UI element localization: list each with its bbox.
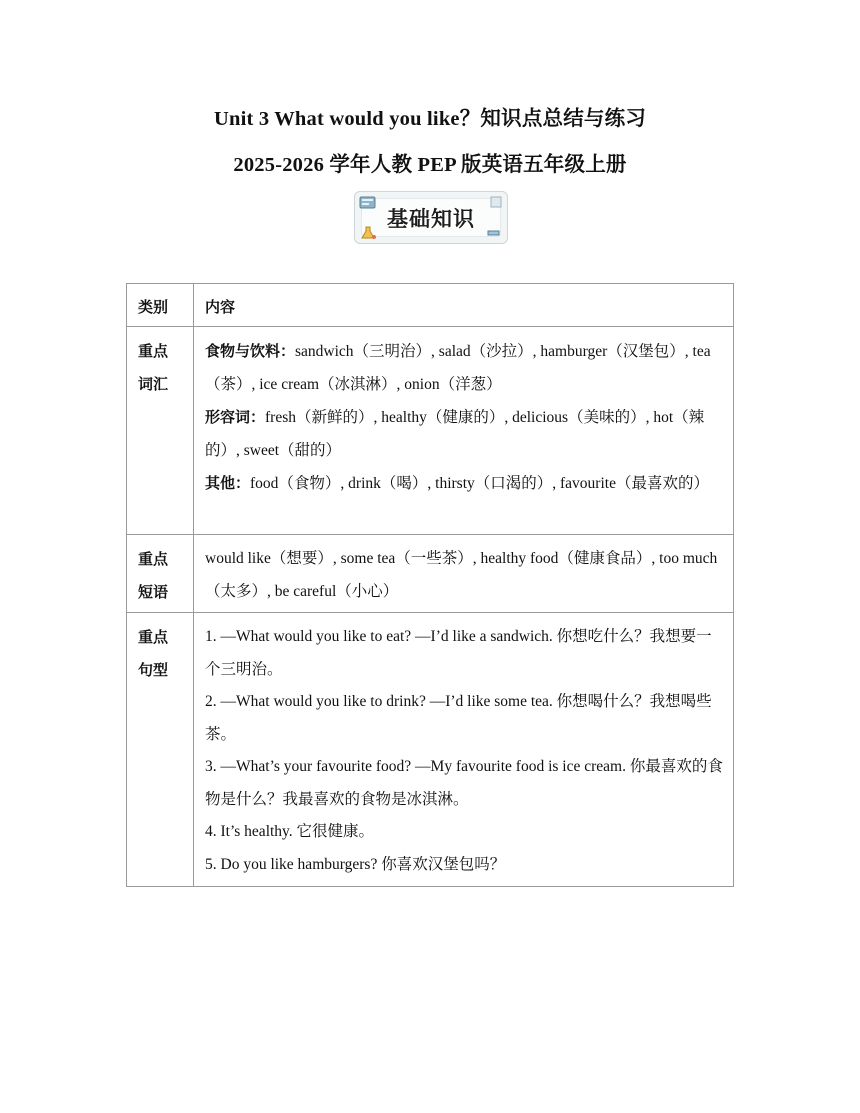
category-cell xyxy=(127,535,194,613)
vocab-label: 食物与饮料： xyxy=(205,342,296,360)
vocab-text: food（食物）, drink（喝）, thirsty（口渴的）, favourite（最喜欢的） xyxy=(250,475,709,492)
table-row xyxy=(127,613,734,887)
document-subtitle: 2025-2026 学年人教 PEP 版英语五年级上册 xyxy=(233,154,627,176)
vocab-text: sandwich（三明治）, salad（沙拉）, hamburger（汉堡包）, tea（茶）, ice cream（冰淇淋）, onion（洋葱） xyxy=(205,343,711,393)
badge-label: 基础知识 xyxy=(387,207,475,231)
vocab-label: 其他： xyxy=(205,474,251,492)
header-content: 内容 xyxy=(205,298,236,316)
sentence-item: 4. It’s healthy. 它很健康。 xyxy=(205,823,375,840)
vocab-group-adjectives xyxy=(205,401,723,467)
category-sentences: 重点 句型 xyxy=(138,628,169,679)
document-title: Unit 3 What would you like？知识点总结与练习 xyxy=(213,108,647,130)
sentence-item: 3. —What’s your favourite food? —My favourite food is ice cream. 你最喜欢的食物是什么？我最喜欢的食物是冰淇淋。 xyxy=(205,758,723,808)
phrases-text: would like（想要）, some tea（一些茶）, healthy food（健康食品）, too much（太多）, be careful（小心） xyxy=(205,550,718,600)
content-cell xyxy=(194,327,734,535)
category-cell xyxy=(127,327,194,535)
vocab-label: 形容词： xyxy=(205,408,266,426)
table-row xyxy=(127,327,734,535)
category-vocab: 重点 词汇 xyxy=(138,342,169,393)
header-category: 类别 xyxy=(138,298,169,316)
content-cell xyxy=(194,535,734,613)
category-cell xyxy=(127,613,194,887)
sentence-item: 2. —What would you like to drink? —I’d like some tea. 你想喝什么？我想喝些茶。 xyxy=(205,693,712,743)
knowledge-table xyxy=(126,283,734,887)
section-badge xyxy=(354,191,508,244)
vocab-text: fresh（新鲜的）, healthy（健康的）, delicious（美味的）, hot（辣的）, sweet（甜的） xyxy=(205,409,705,459)
sentence-item: 1. —What would you like to eat? —I’d like a sandwich. 你想吃什么？我想要一个三明治。 xyxy=(205,628,712,678)
vocab-group-other xyxy=(205,467,723,501)
header-category-cell xyxy=(127,284,194,327)
header-content-cell xyxy=(194,284,734,327)
content-cell xyxy=(194,613,734,887)
table-header-row xyxy=(127,284,734,327)
category-phrases: 重点 短语 xyxy=(138,550,169,601)
sentence-item: 5. Do you like hamburgers? 你喜欢汉堡包吗？ xyxy=(205,855,506,873)
vocab-group-food xyxy=(205,335,723,401)
table-row xyxy=(127,535,734,613)
